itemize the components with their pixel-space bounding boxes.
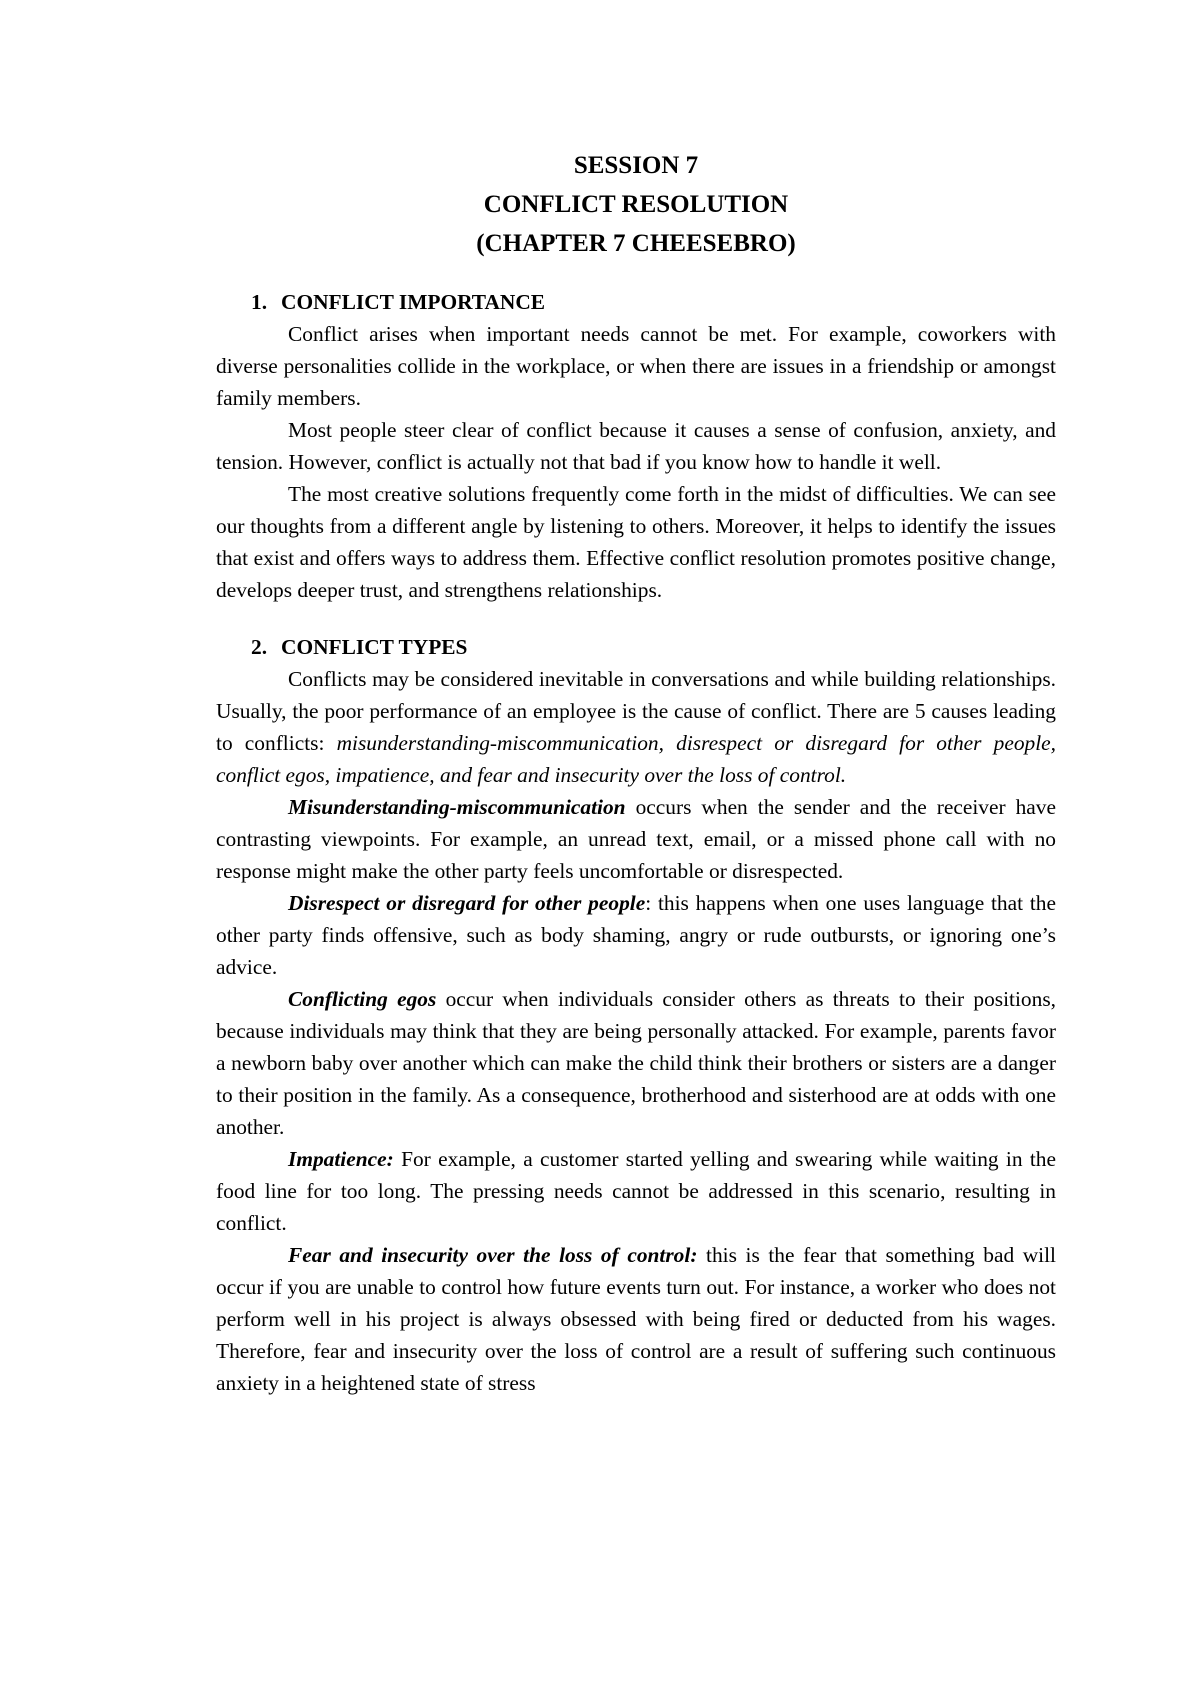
paragraph: The most creative solutions frequently come forth in the midst of difficulties. We can see our thoughts from a different angle by listening to others. Moreover, it helps to identify the issues that exist and offers ways to address them. Effective conflict resolution promotes positive change, develops deeper trust, and strengthens relationships. — [216, 482, 1056, 602]
section-title: CONFLICT TYPES — [281, 635, 468, 659]
conflict-type-paragraph — [216, 983, 1056, 1143]
section-conflict-importance — [216, 286, 1056, 606]
document-title — [216, 146, 1056, 263]
conflict-type-term: Fear and insecurity over the loss of control: — [288, 1243, 698, 1267]
intro-paragraph — [216, 663, 1056, 791]
conflict-type-paragraph — [216, 791, 1056, 887]
title-topic: CONFLICT RESOLUTION — [483, 191, 789, 218]
section-conflict-types — [216, 631, 1056, 1399]
conflict-type-description: For example, a customer started yelling and swearing while waiting in the food line for too long. The pressing needs cannot be addressed in this scenario, resulting in conflict. — [216, 1147, 1056, 1235]
conflict-type-term: Impatience: — [288, 1147, 394, 1171]
conflict-type-description: this is the fear that something bad will occur if you are unable to control how future events turn out. For instance, a worker who does not perform well in his project is always obsessed with being fired or deducted from his wages. Therefore, fear and insecurity over the loss of control are a result of suffering such continuous anxiety in a heightened state of stress — [216, 1243, 1056, 1395]
intro-causes-list: misunderstanding-miscommunication, disrespect or disregard for other people, conflict egos, impatience, and fear and insecurity over the loss of control. — [216, 731, 1056, 787]
paragraph: Most people steer clear of conflict because it causes a sense of confusion, anxiety, and tension. However, conflict is actually not that bad if you know how to handle it well. — [216, 418, 1056, 474]
section-heading — [216, 631, 1056, 663]
section-heading — [216, 286, 1056, 318]
intro-text: Conflicts may be considered inevitable in conversations and while building relationships. Usually, the poor performance of an employee is the cause of conflict. There are 5 causes leading to conflicts: — [216, 667, 1056, 755]
conflict-type-description: occur when individuals consider others as threats to their positions, because individuals may think that they are being personally attacked. For example, parents favor a newborn baby over another which can make the child think their brothers or sisters are a danger to their position in the family. As a consequence, brotherhood and sisterhood are at odds with one another. — [216, 987, 1056, 1139]
conflict-type-term: Disrespect or disregard for other people — [288, 891, 646, 915]
conflict-type-description: occurs when the sender and the receiver have contrasting viewpoints. For example, an unread text, email, or a missed phone call with no response might make the other party feels uncomfortable or disrespected. — [216, 795, 1056, 883]
conflict-type-description: : this happens when one uses language that the other party finds offensive, such as body shaming, angry or rude outbursts, or ignoring one’s advice. — [216, 891, 1056, 979]
section-title: CONFLICT IMPORTANCE — [281, 290, 546, 314]
paragraph: Conflict arises when important needs cannot be met. For example, coworkers with diverse personalities collide in the workplace, or when there are issues in a friendship or amongst family members. — [216, 322, 1056, 410]
title-session: SESSION 7 — [573, 152, 699, 179]
section-number: 1. — [251, 290, 268, 314]
document-page — [216, 146, 1056, 1399]
conflict-type-paragraph — [216, 1143, 1056, 1239]
title-chapter: (CHAPTER 7 CHEESEBRO) — [476, 230, 796, 257]
conflict-type-term: Conflicting egos — [288, 987, 437, 1011]
conflict-type-paragraph — [216, 887, 1056, 983]
conflict-type-term: Misunderstanding-miscommunication — [288, 795, 626, 819]
conflict-type-paragraph — [216, 1239, 1056, 1399]
section-number: 2. — [251, 635, 268, 659]
